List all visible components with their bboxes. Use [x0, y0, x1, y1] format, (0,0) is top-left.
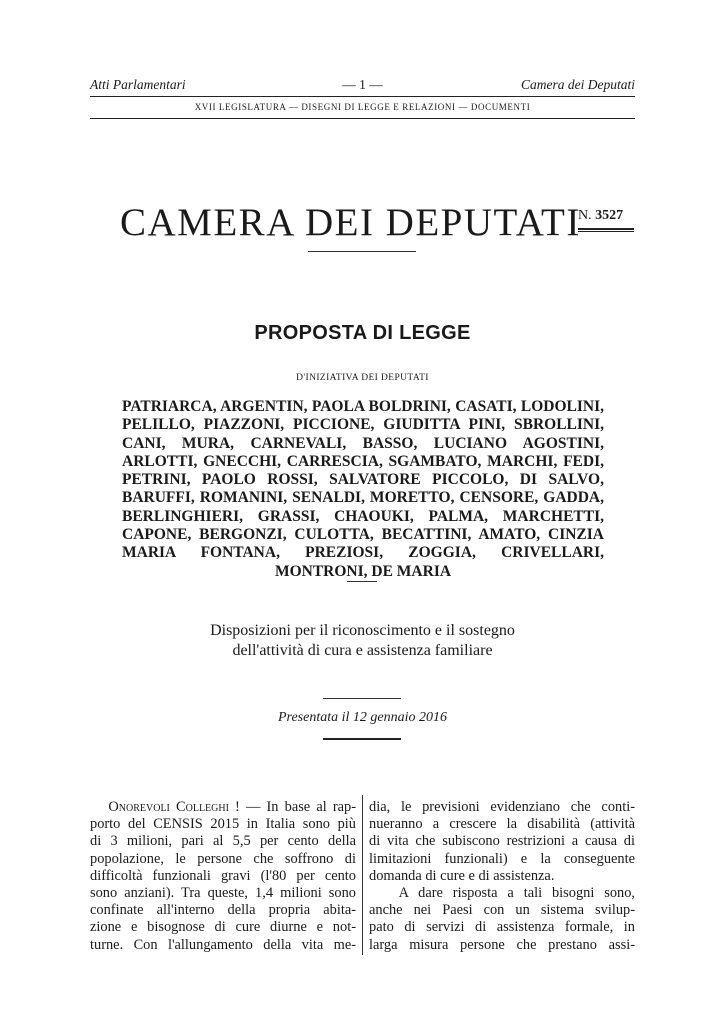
bill-number-rule-thin — [578, 231, 634, 232]
bill-title-line-1: Disposizioni per il riconoscimento e il sostegno — [210, 622, 515, 639]
body-column-left — [90, 799, 356, 954]
bill-number — [578, 208, 623, 224]
body-line: popolazione, le persone che soffrono di — [90, 850, 356, 867]
bill-number-rule — [578, 228, 634, 230]
salutation: Onorevoli Colleghi ! — [108, 799, 240, 815]
body-line: pato di servizi di assistenza formale, in — [369, 919, 635, 936]
body-line: limitazioni funzionali) e la conseguente — [369, 850, 635, 867]
bill-number-prefix: N. — [578, 208, 592, 223]
body-line: dia, le previsioni evidenziano che conti- — [369, 799, 635, 815]
body-line: difficoltà funzionali gravi (l'80 per cento — [90, 867, 356, 884]
body-line: anche nei Paesi con un sistema svilup- — [369, 902, 635, 919]
body-column-right — [369, 799, 635, 954]
page-number: — 1 — — [342, 77, 383, 92]
running-header — [90, 77, 635, 95]
presentation-date: Presentata il 12 gennaio 2016 — [277, 710, 448, 725]
body-line: di vita che subiscono restrizioni a causa di — [369, 833, 635, 850]
body-line: turne. Con l'allungamento della vita me- — [90, 936, 356, 953]
chamber-block — [90, 198, 635, 248]
bill-title — [90, 621, 635, 661]
title-divider — [308, 251, 416, 252]
body-line: zione e bisognose di cure diurne e not- — [90, 919, 356, 936]
document-page — [90, 0, 635, 1024]
presented-rule-top — [323, 698, 401, 699]
body-line: A dare risposta a tali bisogni sono, — [398, 885, 635, 902]
initiative-line: D'INIZIATIVA DEI DEPUTATI — [296, 373, 429, 383]
body-line: larga misura persone che prestano assi- — [369, 936, 635, 953]
bill-number-value: 3527 — [595, 208, 624, 223]
presented-rule-bottom — [323, 738, 401, 740]
chamber-title: CAMERA DEI DEPUTATI — [120, 201, 581, 244]
body-line: porto del CENSIS 2015 in Italia sono più — [90, 816, 356, 833]
body-line: sono anziani). Tra queste, 1,4 milioni sono — [90, 885, 356, 902]
authors-list: PATRIARCA, ARGENTIN, PAOLA BOLDRINI, CASATI, LODOLINI, PELILLO, PIAZZONI, PICCIONE, GIUDITTA PINI, SBROLLINI, CANI, MURA, CARNEVALI, BASSO, LUCIANO AGOSTINI, ARLOTTI, GNECCHI, CARRESCIA, SGAMBATO, MARCHI, FEDI, PETRINI, PAOLO ROSSI, SALVATORE PICCOLO, DI SALVO, BARUFFI, ROMANINI, SENALDI, MORETTO, CENSORE, GADDA, BERLINGHIERI, GRASSI, CHAOUKI, PALMA, MARCHETTI, CAPONE, BERGONZI, CULOTTA, BECATTINI, AMATO, CINZIA MARIA FONTANA, PREZIOSI, ZOGGIA, CRIVELLARI, MONTRONI, DE MARIA — [122, 398, 604, 580]
body-line: di 3 milioni, pari al 5,5 per cento della — [90, 833, 356, 850]
legislature-subheading: XVII LEGISLATURA — DISEGNI DI LEGGE E RELAZIONI — DOCUMENTI — [194, 102, 531, 112]
column-divider — [362, 795, 363, 955]
header-left: Atti Parlamentari — [90, 77, 186, 92]
body-line: Onorevoli Colleghi ! — In base al rap- — [108, 799, 356, 815]
header-rule-top — [90, 96, 635, 97]
document-type: PROPOSTA DI LEGGE — [254, 322, 471, 344]
header-rule-bottom — [90, 118, 635, 119]
body-line: nueranno a crescere la disabilità (attività — [369, 816, 635, 833]
header-right: Camera dei Deputati — [521, 77, 635, 92]
body-line: confinate all'interno della propria abita- — [90, 902, 356, 919]
body-line: domanda di cure e di assistenza. — [369, 867, 555, 884]
bill-title-line-2: dell'attività di cura e assistenza familiare — [232, 642, 493, 659]
authors-divider — [347, 581, 377, 582]
